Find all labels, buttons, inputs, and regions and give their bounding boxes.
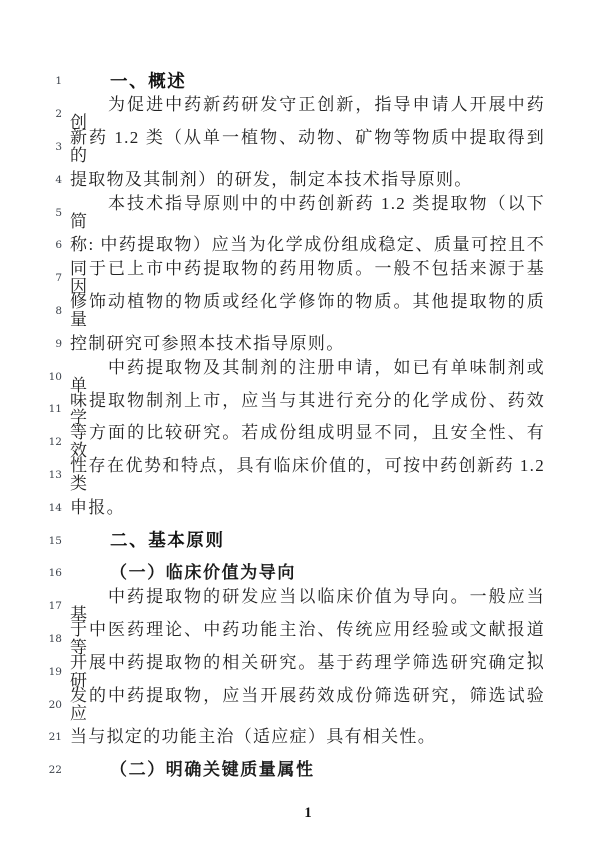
document-line bbox=[0, 292, 616, 329]
document-line bbox=[0, 754, 616, 787]
line-number: 20 bbox=[48, 698, 62, 711]
line-text: 新药 1.2 类（从单一植物、动物、矿物等物质中提取得到的 bbox=[70, 128, 545, 165]
line-text: 二、基本原则 bbox=[110, 530, 225, 551]
line-number: 2 bbox=[55, 108, 62, 121]
line-text: 味提取物制剂上市，应当与其进行充分的化学成份、药效学 bbox=[70, 390, 545, 428]
document-line bbox=[0, 491, 616, 524]
document-line bbox=[0, 652, 616, 690]
document-line bbox=[0, 357, 616, 395]
line-number: 12 bbox=[48, 436, 62, 449]
document-line bbox=[0, 327, 616, 360]
line-number: 19 bbox=[48, 665, 62, 678]
line-number: 14 bbox=[48, 501, 62, 514]
line-number: 3 bbox=[55, 140, 62, 153]
line-text: 同于已上市中药提取物的药用物质。一般不包括来源于基因 bbox=[70, 259, 545, 297]
document-line bbox=[0, 163, 616, 196]
line-text: 本技术指导原则中的中药创新药 1.2 类提取物（以下简 bbox=[70, 193, 545, 231]
document-line bbox=[0, 524, 616, 557]
line-text: 开展中药提取物的相关研究。基于药理学筛选研究确定拟研 bbox=[70, 652, 545, 690]
document-line bbox=[0, 456, 616, 493]
line-number: 4 bbox=[55, 173, 62, 186]
line-number: 7 bbox=[55, 272, 62, 285]
line-number: 21 bbox=[48, 731, 62, 744]
line-number: 13 bbox=[48, 468, 62, 481]
line-text: （一）临床价值为导向 bbox=[110, 563, 296, 583]
line-text: （二）明确关键质量属性 bbox=[110, 760, 315, 780]
line-text: 称: 中药提取物）应当为化学成份组成稳定、质量可控且不 bbox=[70, 235, 545, 255]
document-line bbox=[0, 128, 616, 165]
line-text: 申报。 bbox=[70, 497, 125, 517]
line-text: 中药提取物的研发应当以临床价值为导向。一般应当基 bbox=[70, 587, 545, 625]
line-text: 提取物及其制剂）的研发，制定本技术指导原则。 bbox=[70, 169, 473, 189]
line-text: 修饰动植物的物质或经化学修饰的物质。其他提取物的质量 bbox=[70, 292, 545, 329]
line-number: 9 bbox=[55, 337, 62, 350]
line-number: 17 bbox=[48, 600, 62, 613]
document-line bbox=[0, 390, 616, 428]
document-line bbox=[0, 620, 616, 657]
line-number: 18 bbox=[48, 632, 62, 645]
line-text: 为促进中药新药研发守正创新，指导申请人开展中药创 bbox=[70, 95, 545, 133]
line-text: 一、概述 bbox=[110, 71, 187, 92]
document-line bbox=[0, 259, 616, 297]
line-number: 5 bbox=[55, 206, 62, 219]
line-text: 等方面的比较研究。若成份组成明显不同，且安全性、有效 bbox=[70, 423, 545, 461]
line-text: 发的中药提取物，应当开展药效成份筛选研究，筛选试验应 bbox=[70, 685, 545, 723]
line-number: 15 bbox=[48, 534, 62, 547]
document-body bbox=[0, 65, 616, 787]
document-line bbox=[0, 587, 616, 625]
line-number: 16 bbox=[48, 567, 62, 580]
document-line bbox=[0, 193, 616, 231]
document-line bbox=[0, 95, 616, 133]
line-text: 中药提取物及其制剂的注册申请，如已有单味制剂或单 bbox=[70, 357, 545, 395]
line-number: 8 bbox=[55, 304, 62, 317]
page-number: 1 bbox=[304, 805, 312, 821]
document-line bbox=[0, 423, 616, 461]
line-number: 1 bbox=[55, 75, 62, 88]
document-line bbox=[0, 721, 616, 754]
line-text: 当与拟定的功能主治（适应症）具有相关性。 bbox=[70, 727, 436, 747]
line-text: 性存在优势和特点，具有临床价值的，可按中药创新药 1.2 类 bbox=[70, 456, 545, 493]
document-line bbox=[0, 557, 616, 590]
line-text: 控制研究可参照本技术指导原则。 bbox=[70, 333, 345, 353]
line-number: 22 bbox=[48, 764, 62, 777]
line-number: 11 bbox=[48, 403, 62, 416]
line-number: 10 bbox=[48, 370, 62, 383]
document-line bbox=[0, 229, 616, 262]
line-text: 于中医药理论、中药功能主治、传统应用经验或文献报道等， bbox=[70, 620, 545, 657]
document-line bbox=[0, 65, 616, 98]
line-number: 6 bbox=[55, 239, 62, 252]
document-line bbox=[0, 685, 616, 723]
